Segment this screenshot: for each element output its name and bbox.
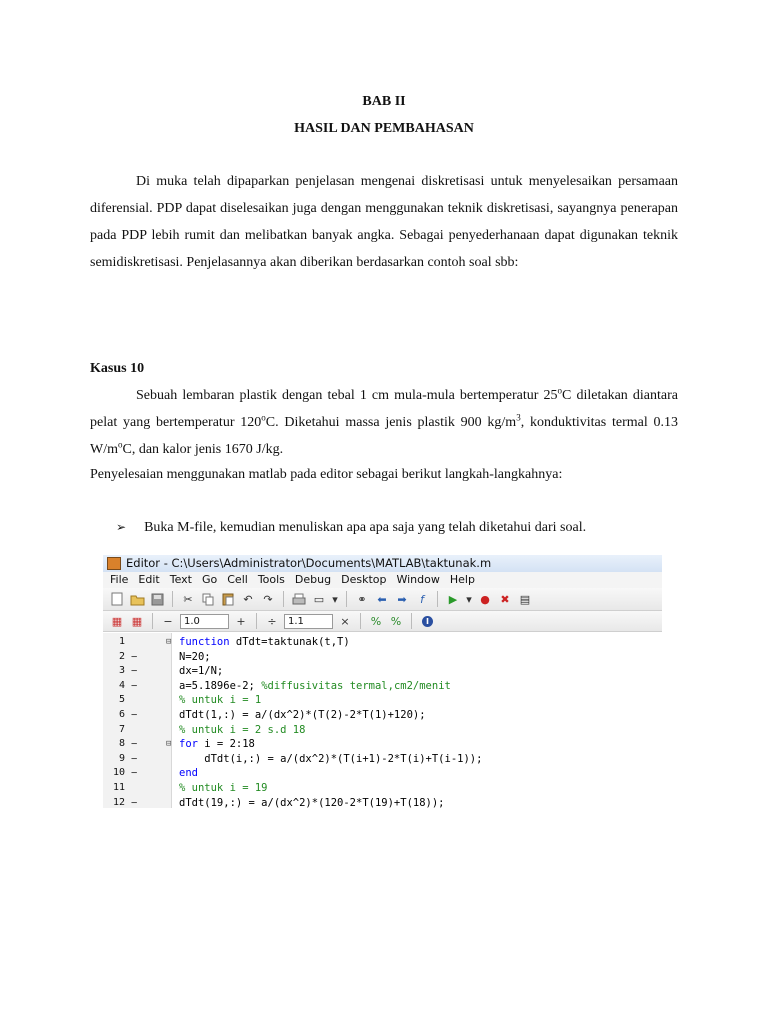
forward-arrow-icon[interactable]: ➡ (397, 592, 407, 606)
undo-icon[interactable]: ↶ (243, 592, 253, 606)
line-number: 10 (112, 767, 125, 779)
line-number: 7 (118, 723, 125, 735)
case-paragraph: Sebuah lembaran plastik dengan tebal 1 cm mula-mula bertemperatur 25$^o$C diletakan diantara pelat yang bertemperatur 120$^o$C. Diketahui massa jenis plastik 900 $kg/m^3$, konduktivitas termal 0.13 $W/m^oC$, dan kalor jenis 1670 J/kg. (90, 385, 679, 457)
bullet-text: Buka M-file, kemudian menuliskan apa apa saja yang telah diketahui dari soal. (144, 520, 587, 535)
cell-value-input-1[interactable]: 1.0 (180, 614, 229, 629)
code-line[interactable] (103, 752, 662, 767)
save-icon[interactable] (149, 592, 165, 607)
case-title: Kasus 10 (90, 361, 145, 376)
chapter-number: BAB II (362, 94, 406, 109)
code-text: end (179, 767, 198, 780)
code-line[interactable] (103, 693, 662, 708)
menu-desktop[interactable]: Desktop (341, 573, 387, 586)
line-number: 5 (118, 694, 125, 706)
code-line[interactable] (103, 679, 662, 694)
eval-cell-advance-icon[interactable]: ▦ (131, 614, 143, 628)
code-line[interactable] (103, 766, 662, 781)
bullet-item (116, 520, 586, 536)
editor-app-icon (107, 557, 121, 570)
step-icon[interactable]: ▤ (519, 592, 531, 606)
code-line[interactable] (103, 650, 662, 665)
code-text: dTdt(1,:) = a/(dx^2)*(T(2)-2*T(1)+120); (179, 709, 426, 721)
menu-edit[interactable]: Edit (138, 573, 160, 586)
cell-percent-icon[interactable]: % (370, 614, 382, 628)
breakpoint-marker[interactable]: − (131, 679, 138, 692)
line-number: 6 (118, 709, 125, 720)
binoculars-icon[interactable]: ⚭ (357, 592, 367, 606)
solution-intro: Penyelesaian menggunakan matlab pada editor sebagai berikut langkah-langkahnya: (90, 467, 563, 482)
breakpoint-marker[interactable]: − (131, 767, 138, 780)
menu-help[interactable]: Help (449, 573, 475, 586)
find-icon[interactable]: ▭ (313, 592, 325, 606)
code-line[interactable] (103, 635, 662, 650)
line-number: 2 (118, 650, 125, 662)
code-line[interactable] (103, 664, 662, 679)
line-number: 11 (112, 782, 125, 793)
chapter-title: HASIL DAN PEMBAHASAN (294, 121, 474, 136)
editor-menubar (103, 572, 662, 588)
info-icon[interactable] (419, 614, 435, 629)
intro-paragraph (90, 168, 678, 276)
redo-icon[interactable]: ↷ (263, 592, 273, 606)
eval-cell-icon[interactable]: ▦ (111, 614, 123, 628)
breakpoint-marker[interactable]: − (131, 796, 138, 808)
code-line[interactable] (103, 796, 662, 808)
set-breakpoint-icon[interactable]: ● (480, 592, 490, 606)
code-line[interactable] (103, 737, 662, 752)
line-number: 9 (118, 752, 125, 764)
menu-file[interactable]: File (110, 573, 129, 586)
function-icon[interactable]: f (420, 592, 424, 606)
editor-toolbar (103, 588, 662, 611)
paste-icon[interactable] (220, 592, 236, 607)
code-text: function dTdt=taktunak(t,T) (179, 636, 350, 648)
line-number: 1 (118, 636, 125, 647)
dropdown-icon[interactable]: ▾ (332, 592, 338, 606)
code-text: dTdt(i,:) = a/(dx^2)*(T(i+1)-2*T(i)+T(i-1)); (179, 752, 483, 765)
times-icon[interactable]: × (340, 614, 350, 628)
menu-window[interactable]: Window (396, 573, 440, 586)
code-text: dTdt(19,:) = a/(dx^2)*(120-2*T(19)+T(18)); (179, 796, 445, 808)
editor-titlebar (103, 555, 662, 572)
matlab-editor-screenshot (103, 555, 662, 808)
minus-icon[interactable]: − (163, 614, 173, 628)
open-folder-icon[interactable] (129, 592, 145, 607)
code-text: % untuk i = 2 s.d 18 (179, 723, 306, 736)
run-icon[interactable]: ▶ (448, 592, 458, 606)
dropdown-run-icon[interactable]: ▾ (466, 592, 472, 606)
menu-go[interactable]: Go (201, 573, 218, 586)
breakpoint-marker[interactable]: − (131, 709, 138, 721)
line-number: 3 (118, 665, 125, 677)
back-arrow-icon[interactable]: ⬅ (377, 592, 387, 606)
code-text: % untuk i = 1 (179, 694, 262, 707)
line-number: 12 (112, 796, 125, 808)
menu-tools[interactable]: Tools (257, 573, 285, 586)
breakpoint-marker[interactable]: − (131, 738, 138, 751)
code-text: N=20; (179, 650, 211, 663)
intro-text: Di muka telah dipaparkan penjelasan mengenai diskretisasi untuk menyelesaikan persamaan diferensial. PDP dapat diselesaikan juga dengan menggunakan teknik diskretisasi, sayangnya penerapan pada PDP lebih rumit dan melibatkan banyak angka. Sebagai penyederhanaan dapat digunakan teknik semidiskretisasi. Penjelasannya akan diberikan berdasarkan contoh soal sbb: (90, 174, 678, 270)
breakpoint-marker[interactable]: − (131, 665, 138, 678)
code-text: a=5.1896e-2; %diffusivitas termal,cm2/menit (179, 679, 451, 692)
cut-icon[interactable]: ✂ (183, 592, 193, 606)
code-line[interactable] (103, 708, 662, 723)
menu-debug[interactable]: Debug (294, 573, 332, 586)
line-number: 8 (118, 738, 125, 750)
code-area[interactable] (103, 633, 662, 808)
code-text: for i = 2:18 (179, 738, 255, 751)
fold-toggle-icon[interactable]: ⊟ (166, 739, 172, 750)
menu-cell[interactable]: Cell (227, 573, 248, 586)
menu-text[interactable]: Text (169, 573, 192, 586)
cell-value-input-2[interactable]: 1.1 (284, 614, 333, 629)
breakpoint-marker[interactable]: − (131, 752, 138, 765)
divide-icon[interactable]: ÷ (267, 614, 277, 628)
fold-toggle-icon[interactable]: ⊟ (166, 637, 172, 647)
line-number: 4 (118, 679, 125, 691)
breakpoint-marker[interactable]: − (131, 650, 138, 663)
copy-icon[interactable] (200, 592, 216, 607)
code-line[interactable] (103, 723, 662, 738)
print-icon[interactable] (291, 592, 307, 607)
code-text: dx=1/N; (179, 665, 224, 678)
clear-breakpoint-icon[interactable]: ✖ (500, 592, 510, 606)
code-text: % untuk i = 19 (179, 782, 268, 794)
bullet-arrow-icon: ➢ (116, 520, 127, 534)
cell-percent-2-icon[interactable]: % (390, 614, 402, 628)
plus-icon[interactable]: + (236, 614, 246, 628)
new-file-icon[interactable] (109, 592, 125, 607)
cell-toolbar (103, 611, 662, 632)
editor-title: Editor - C:\Users\Administrator\Documents\MATLAB\taktunak.m (126, 556, 492, 570)
code-line[interactable] (103, 781, 662, 796)
